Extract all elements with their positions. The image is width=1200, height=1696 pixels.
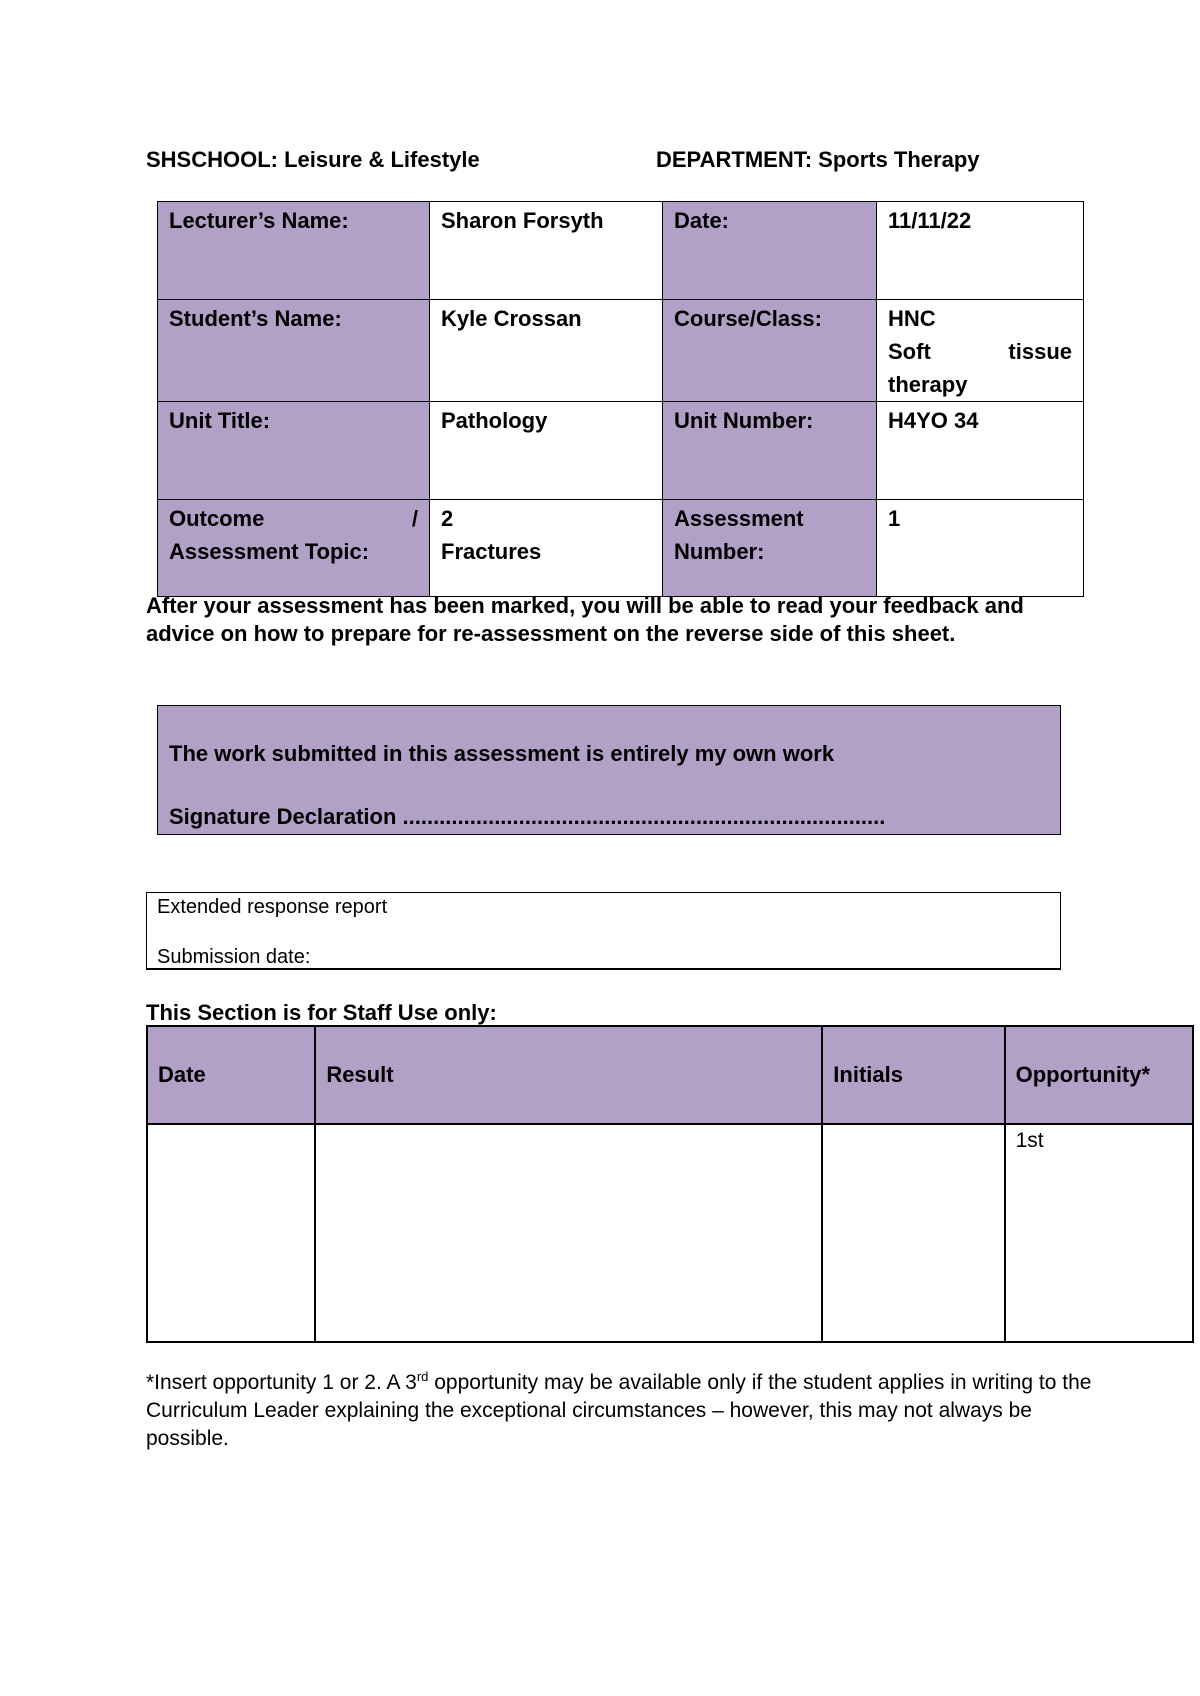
outcome-value-line2: Fractures — [441, 539, 542, 564]
assessment-number-label-line2: Number: — [674, 539, 765, 564]
declaration-statement: The work submitted in this assessment is entirely my own work — [169, 741, 835, 766]
staff-header-result: Result — [315, 1026, 822, 1124]
staff-header-date: Date — [147, 1026, 315, 1124]
staff-cell-initials — [822, 1124, 1004, 1342]
extended-response-box — [146, 892, 1061, 970]
date-value: 11/11/22 — [877, 202, 1084, 300]
staff-cell-opportunity: 1st — [1005, 1124, 1193, 1342]
lecturer-value: Sharon Forsyth — [430, 202, 663, 300]
footnote-superscript: rd — [416, 1369, 429, 1384]
outcome-label-line2: Assessment Topic: — [169, 539, 370, 564]
outcome-value — [430, 500, 663, 597]
staff-cell-date — [147, 1124, 315, 1342]
footnote-part1: *Insert opportunity 1 or 2. A 3 — [146, 1371, 417, 1394]
unit-number-value: H4YO 34 — [877, 402, 1084, 500]
date-label: Date: — [663, 202, 877, 300]
unit-title-value: Pathology — [430, 402, 663, 500]
declaration-box — [157, 705, 1061, 835]
school-heading: SHSCHOOL: Leisure & Lifestyle — [146, 147, 480, 172]
assessment-number-value: 1 — [877, 500, 1084, 597]
footnote — [146, 1369, 1096, 1453]
unit-title-label: Unit Title: — [158, 402, 430, 500]
course-value — [877, 300, 1084, 402]
course-label: Course/Class: — [663, 300, 877, 402]
signature-declaration: Signature Declaration ............................................................................... — [169, 804, 886, 829]
outcome-label — [158, 500, 430, 597]
student-label: Student’s Name: — [158, 300, 430, 402]
course-value-line2: Soft tissue — [888, 339, 1072, 364]
outcome-value-line1: 2 — [441, 506, 454, 531]
staff-cell-result — [315, 1124, 822, 1342]
extended-response-title: Extended response report — [157, 896, 388, 918]
staff-header-opportunity: Opportunity* — [1005, 1026, 1193, 1124]
course-value-line3: therapy — [888, 372, 968, 397]
staff-section-title: This Section is for Staff Use only: — [146, 1000, 497, 1025]
assessment-number-label-line1: Assessment — [674, 506, 804, 531]
staff-header-initials: Initials — [822, 1026, 1004, 1124]
course-value-line1: HNC — [888, 306, 936, 331]
submission-date-label: Submission date: — [157, 946, 311, 968]
assessment-info-table — [157, 201, 1084, 597]
feedback-notice: After your assessment has been marked, you will be able to read your feedback and advice on how to prepare for re-assessment on the reverse side of this sheet. — [146, 593, 1024, 646]
unit-number-label: Unit Number: — [663, 402, 877, 500]
department-heading: DEPARTMENT: Sports Therapy — [656, 147, 980, 172]
lecturer-label: Lecturer’s Name: — [158, 202, 430, 300]
assessment-number-label — [663, 500, 877, 597]
student-value: Kyle Crossan — [430, 300, 663, 402]
staff-use-table — [146, 1025, 1194, 1343]
outcome-label-line1: Outcome / — [169, 506, 418, 531]
footnote-part2: opportunity may be available only if the student applies in writing to the Curriculum Leader explaining the exceptional circumstances – however, this may not always be possible. — [146, 1371, 1092, 1450]
